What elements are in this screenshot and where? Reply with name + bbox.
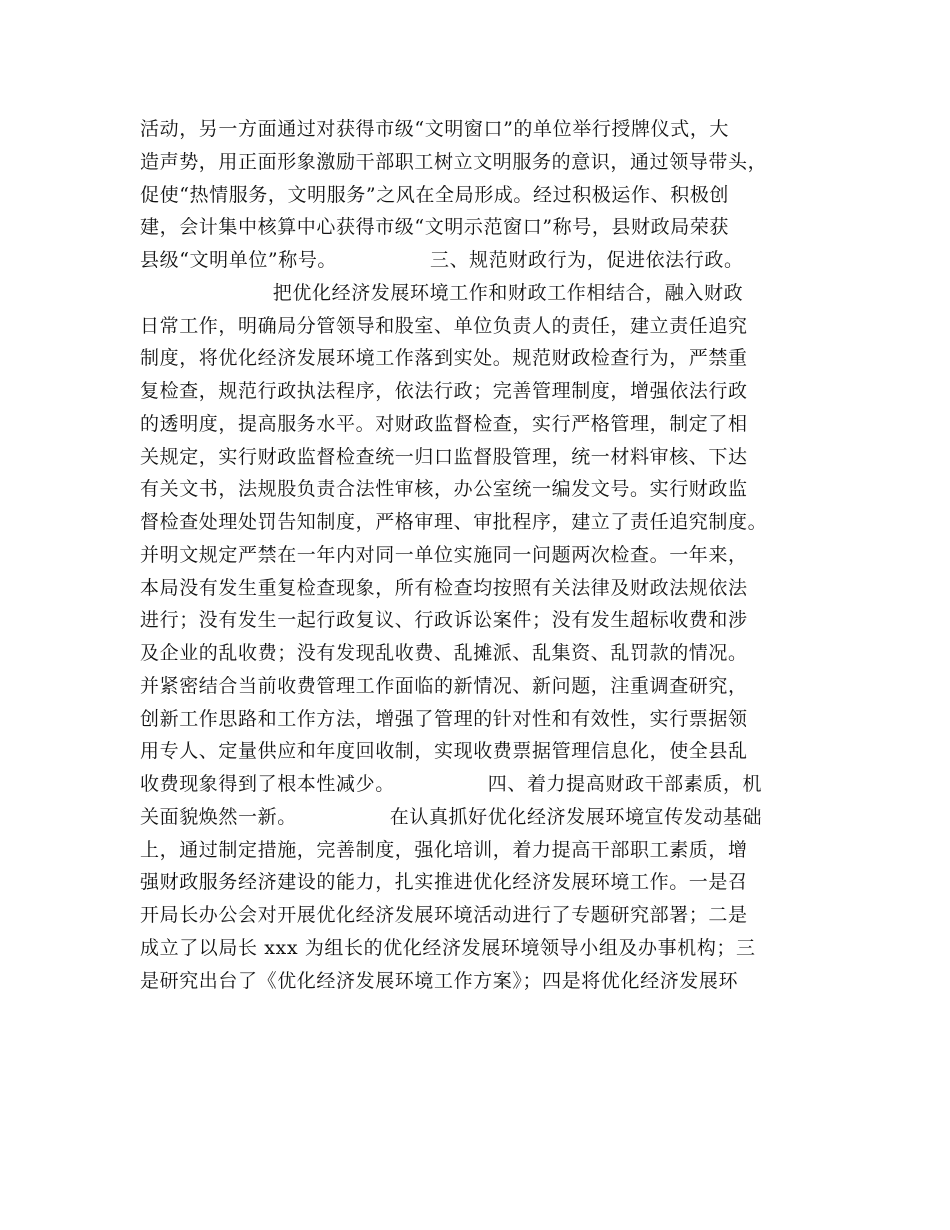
text-line: 成立了以局长 xxx 为组长的优化经济发展环境领导小组及办事机构；三 [140, 936, 756, 959]
body-text [140, 113, 830, 997]
text-line: 关面貌焕然一新。 在认真抓好优化经济发展环境宣传发动基础 [140, 805, 763, 828]
text-line: 督检查处理处罚告知制度，严格审理、审批程序，建立了责任追究制度。 [140, 511, 768, 533]
text-line: 用专人、定量供应和年度回收制，实现收费票据管理信息化，使全县乱 [140, 740, 748, 763]
text-line: 关规定，实行财政监督检查统一归口监督股管理，统一材料审核、下达 [140, 445, 748, 468]
text-line: 建，会计集中核算中心获得市级“文明示范窗口”称号，县财政局荣获 [140, 216, 730, 239]
text-line: 是研究出台了《优化经济发展环境工作方案》；四是将优化经济发展环 [140, 969, 739, 992]
text-line: 进行；没有发生一起行政复议、行政诉讼案件；没有发生超标收费和涉 [140, 609, 748, 632]
text-line: 开局长办公会对开展优化经济发展环境活动进行了专题研究部署；二是 [140, 904, 748, 926]
text-line: 并紧密结合当前收费管理工作面临的新情况、新问题，注重调查研究， [140, 674, 748, 697]
text-line: 造声势，用正面形象激励干部职工树立文明服务的意识，通过领导带头， [140, 150, 768, 173]
text-line: 日常工作，明确局分管领导和股室、单位负责人的责任，建立责任追究 [140, 314, 748, 337]
text-line: 收费现象得到了根本性减少。 四、着力提高财政干部素质，机 [140, 773, 763, 795]
text-line: 县级“文明单位”称号。 三、规范财政行为，促进依法行政。 [140, 249, 744, 271]
text-line: 创新工作思路和工作方法，增强了管理的针对性和有效性，实行票据领 [140, 707, 748, 730]
text-line: 复检查，规范行政执法程序，依法行政；完善管理制度，增强依法行政 [140, 380, 748, 402]
text-line: 及企业的乱收费；没有发现乱收费、乱摊派、乱集资、乱罚款的情况。 [140, 642, 748, 664]
text-line: 促使“热情服务，文明服务”之风在全局形成。经过积极运作、积极创 [140, 183, 730, 206]
text-line: 并明文规定严禁在一年内对同一单位实施同一问题两次检查。一年来， [140, 543, 748, 566]
text-line: 强财政服务经济建设的能力，扎实推进优化经济发展环境工作。一是召 [140, 871, 748, 894]
text-line: 上，通过制定措施，完善制度，强化培训，着力提高干部职工素质，增 [140, 838, 748, 861]
text-line: 把优化经济发展环境工作和财政工作相结合，融入财政 [140, 281, 744, 304]
text-line: 本局没有发生重复检查现象，所有检查均按照有关法律及财政法规依法 [140, 576, 748, 599]
text-line: 有关文书，法规股负责合法性审核，办公室统一编发文号。实行财政监 [140, 478, 748, 501]
text-line: 制度，将优化经济发展环境工作落到实处。规范财政检查行为，严禁重 [140, 347, 748, 370]
text-line: 活动，另一方面通过对获得市级“文明窗口”的单位举行授牌仪式，大 [140, 118, 730, 140]
text-line: 的透明度，提高服务水平。对财政监督检查，实行严格管理，制定了相 [140, 412, 748, 435]
